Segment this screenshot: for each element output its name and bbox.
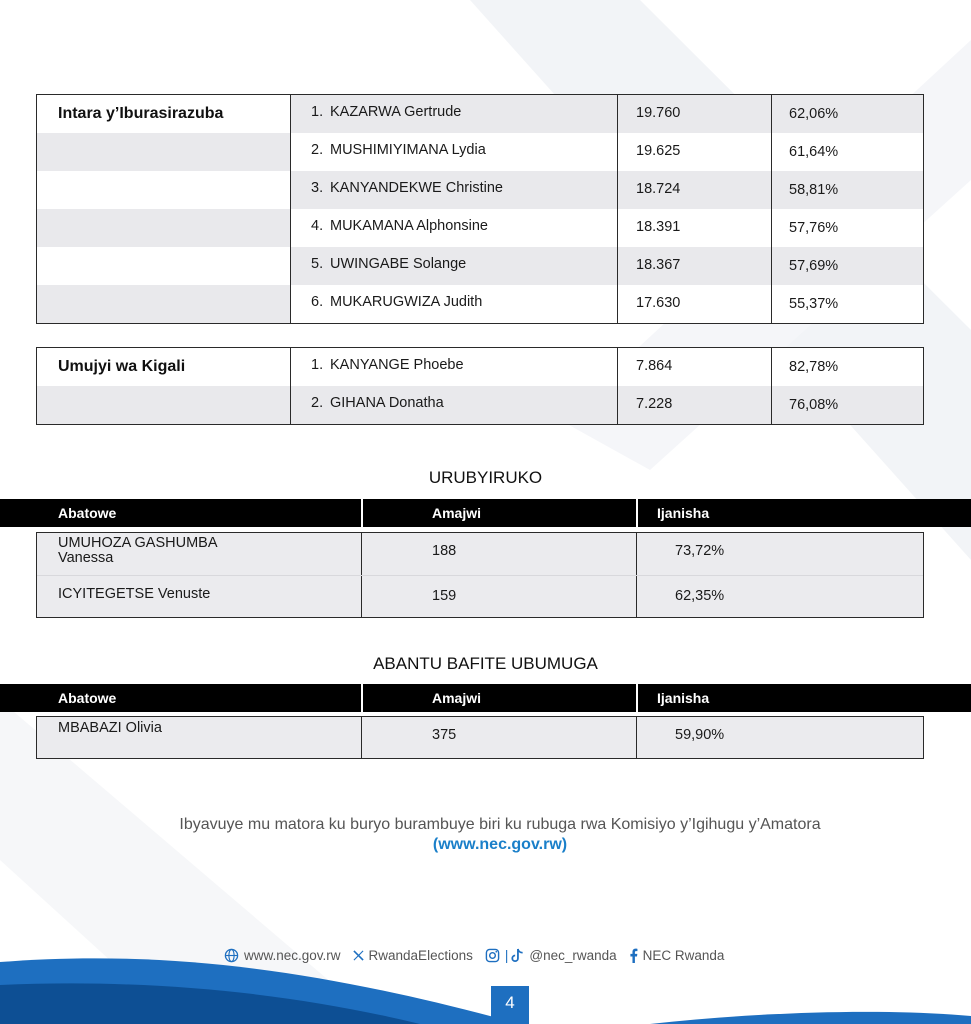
table-row [291, 133, 923, 171]
instagram-tiktok-link[interactable]: | @nec_rwanda [485, 948, 617, 963]
candidate-name: UMUHOZA GASHUMBA Vanessa [37, 533, 362, 575]
footnote-link[interactable]: (www.nec.gov.rw) [432, 836, 568, 853]
candidate-name: MUKARUGWIZA Judith [330, 294, 483, 310]
votes-cell: 188 [362, 533, 637, 575]
votes-cell: 19.760 [618, 95, 772, 133]
divider-bar: | [504, 947, 509, 963]
candidate-name: KAZARWA Gertrude [330, 104, 462, 120]
percent-cell: 55,37% [789, 296, 839, 312]
percent-cell: 59,90% [675, 727, 725, 743]
votes-cell: 19.625 [618, 133, 772, 171]
candidate-name: MBABAZI Olivia [37, 717, 362, 758]
votes-cell: 375 [362, 717, 637, 758]
table-row [291, 285, 923, 323]
percent-cell: 76,08% [789, 397, 839, 413]
header-percent: Ijanisha [657, 690, 710, 706]
header-elected: Abatowe [58, 505, 117, 521]
candidate-name: ICYITEGETSE Venuste [37, 576, 362, 617]
row-number: 2. [311, 395, 324, 411]
contact-bar [224, 945, 736, 965]
candidate-name: MUKAMANA Alphonsine [330, 218, 488, 234]
header-votes: Amajwi [432, 690, 482, 706]
percent-cell: 62,35% [675, 588, 725, 604]
x-link[interactable]: RwandaElections [353, 948, 473, 963]
header-elected: Abatowe [58, 690, 117, 706]
disability-table [36, 716, 924, 759]
x-logo-icon [353, 950, 364, 961]
facebook-link[interactable]: NEC Rwanda [629, 948, 725, 963]
row-number: 3. [311, 180, 324, 196]
candidate-name: KANYANGE Phoebe [330, 357, 464, 373]
table-row [291, 386, 923, 424]
region-table-kigali [36, 347, 924, 425]
votes-cell: 159 [362, 576, 637, 617]
region-table-east [36, 94, 924, 324]
candidate-name: KANYANDEKWE Christine [330, 180, 503, 196]
votes-cell: 18.391 [618, 209, 772, 247]
row-number: 1. [311, 104, 324, 120]
percent-cell: 61,64% [789, 144, 839, 160]
votes-cell: 18.724 [618, 171, 772, 209]
votes-cell: 17.630 [618, 285, 772, 323]
table-row [291, 247, 923, 285]
table-row [291, 95, 923, 133]
percent-cell: 57,69% [789, 258, 839, 274]
region-name-cell [37, 348, 291, 424]
website-link[interactable]: www.nec.gov.rw [224, 948, 341, 963]
page-number: 4 [491, 986, 529, 1024]
votes-cell: 18.367 [618, 247, 772, 285]
votes-cell: 7.864 [618, 348, 772, 386]
facebook-icon [629, 948, 638, 963]
tiktok-icon [510, 948, 524, 963]
candidate-name: GIHANA Donatha [330, 395, 444, 411]
table-row [291, 348, 923, 386]
header-votes: Amajwi [432, 505, 482, 521]
percent-cell: 62,06% [789, 106, 839, 122]
table-row [291, 171, 923, 209]
table-row [37, 576, 923, 617]
row-number: 1. [311, 357, 324, 373]
section-title-disability: ABANTU BAFITE UBUMUGA [373, 654, 598, 673]
percent-cell: 82,78% [789, 359, 839, 375]
results-footnote: Ibyavuye mu matora ku buryo burambuye biri ku rubuga rwa Komisiyo y’Igihugu y’Amatora [179, 816, 821, 833]
row-number: 5. [311, 256, 324, 272]
header-percent: Ijanisha [657, 505, 710, 521]
row-number: 2. [311, 142, 324, 158]
candidate-name: UWINGABE Solange [330, 256, 467, 272]
region-name: Intara y’Iburasirazuba [58, 105, 224, 122]
table-header-disability [0, 684, 971, 712]
row-number: 4. [311, 218, 324, 234]
region-name: Umujyi wa Kigali [58, 358, 186, 375]
votes-cell: 7.228 [618, 386, 772, 424]
globe-icon [224, 948, 239, 963]
table-row [37, 533, 923, 576]
candidate-name: MUSHIMIYIMANA Lydia [330, 142, 486, 158]
percent-cell: 58,81% [789, 182, 839, 198]
section-title-youth: URUBYIRUKO [428, 468, 543, 487]
percent-cell: 57,76% [789, 220, 839, 236]
percent-cell: 73,72% [675, 543, 725, 559]
row-number: 6. [311, 294, 324, 310]
table-row [37, 717, 923, 758]
table-header-youth [0, 499, 971, 527]
region-name-cell [37, 95, 291, 323]
instagram-icon [485, 948, 500, 963]
youth-table [36, 532, 924, 618]
table-row [291, 209, 923, 247]
